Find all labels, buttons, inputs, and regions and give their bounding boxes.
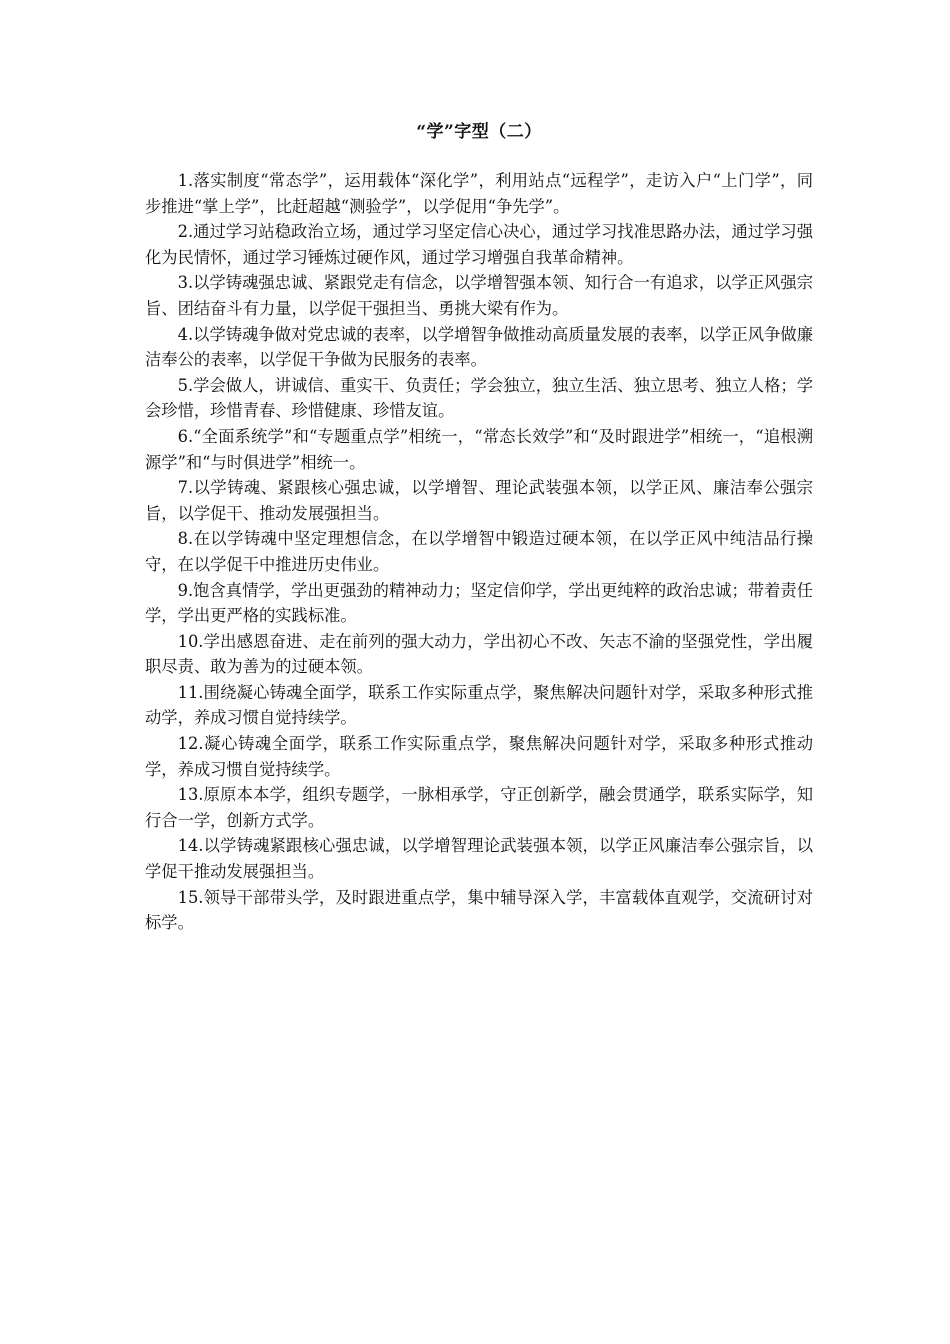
list-item: 13.原原本本学，组织专题学，一脉相承学，守正创新学，融会贯通学，联系实际学，知行合一学，创新方式学。 — [145, 785, 813, 830]
document-page — [145, 118, 813, 936]
list-item: 12.凝心铸魂全面学，联系工作实际重点学，聚焦解决问题针对学，采取多种形式推动学，养成习惯自觉持续学。 — [145, 734, 813, 779]
list-item: 2.通过学习站稳政治立场，通过学习坚定信心决心，通过学习找准思路办法，通过学习强化为民情怀，通过学习锤炼过硬作风，通过学习增强自我革命精神。 — [145, 222, 813, 267]
list-item: 5.学会做人，讲诚信、重实干、负责任；学会独立，独立生活、独立思考、独立人格；学会珍惜，珍惜青春、珍惜健康、珍惜友谊。 — [145, 375, 813, 421]
item-list — [145, 168, 813, 936]
list-item: 10.学出感恩奋进、走在前列的强大动力，学出初心不改、矢志不渝的坚强党性，学出履职尽责、敢为善为的过硬本领。 — [145, 631, 813, 677]
list-item: 4.以学铸魂争做对党忠诚的表率，以学增智争做推动高质量发展的表率，以学正风争做廉洁奉公的表率，以学促干争做为民服务的表率。 — [145, 324, 813, 370]
list-item: 3.以学铸魂强忠诚、紧跟党走有信念，以学增智强本领、知行合一有追求，以学正风强宗旨、团结奋斗有力量，以学促干强担当、勇挑大梁有作为。 — [145, 273, 813, 318]
list-item: 8.在以学铸魂中坚定理想信念，在以学增智中锻造过硬本领，在以学正风中纯洁品行操守，在以学促干中推进历史伟业。 — [145, 529, 813, 574]
list-item: 6.“全面系统学”和“专题重点学”相统一，“常态长效学”和“及时跟进学”相统一，“追根溯源学”和“与时俱进学”相统一。 — [145, 426, 813, 472]
list-item: 11.围绕凝心铸魂全面学，联系工作实际重点学，聚焦解决问题针对学，采取多种形式推动学，养成习惯自觉持续学。 — [145, 682, 813, 728]
list-item: 14.以学铸魂紧跟核心强忠诚，以学增智理论武装强本领，以学正风廉洁奉公强宗旨，以学促干推动发展强担当。 — [145, 836, 813, 882]
document-title: “学”字型（二） — [416, 122, 542, 142]
list-item: 15.领导干部带头学，及时跟进重点学，集中辅导深入学，丰富载体直观学，交流研讨对标学。 — [145, 887, 813, 933]
list-item: 1.落实制度“常态学”，运用载体“深化学”，利用站点“远程学”，走访入户“上门学”，同步推进“掌上学”，比赶超越“测验学”，以学促用“争先学”。 — [145, 171, 813, 216]
list-item: 9.饱含真情学，学出更强劲的精神动力；坚定信仰学，学出更纯粹的政治忠诚；带着责任学，学出更严格的实践标准。 — [145, 580, 813, 626]
list-item: 7.以学铸魂、紧跟核心强忠诚，以学增智、理论武装强本领，以学正风、廉洁奉公强宗旨，以学促干、推动发展强担当。 — [145, 478, 813, 523]
